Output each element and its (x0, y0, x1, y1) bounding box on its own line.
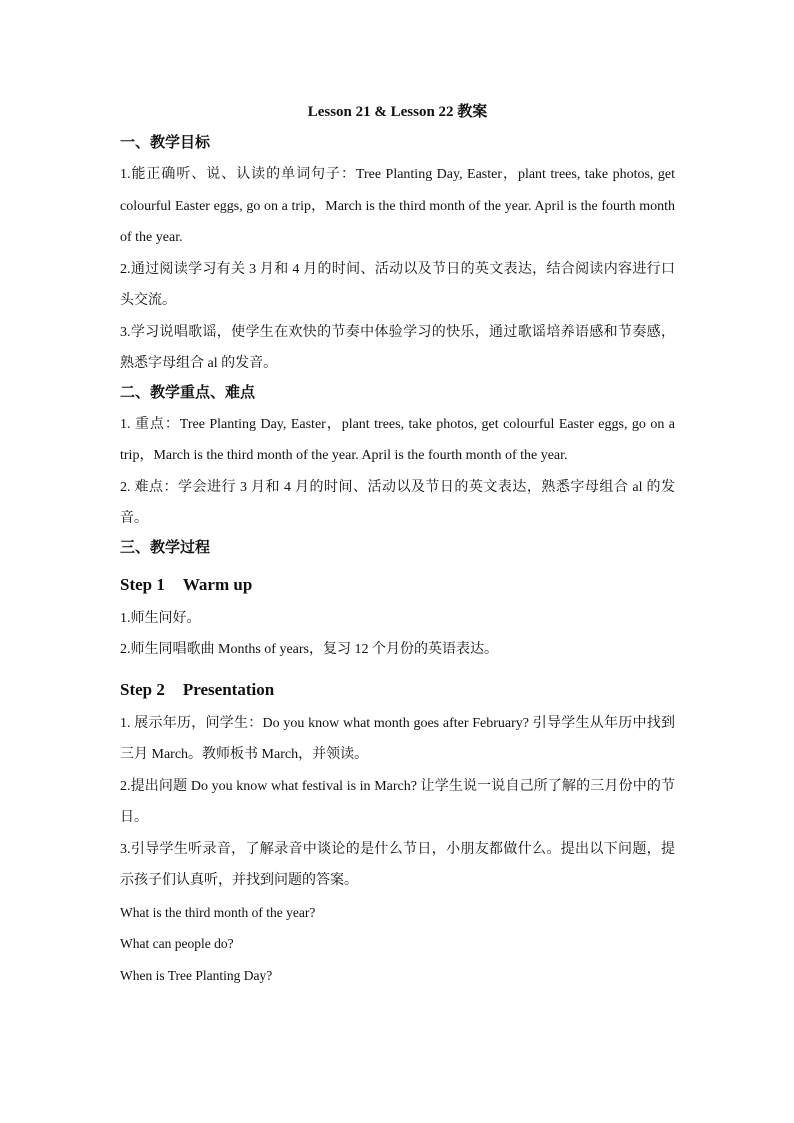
process-heading: 三、教学过程 (120, 539, 211, 556)
page-title: Lesson 21 & Lesson 22 教案 (307, 104, 488, 120)
step2-name: Presentation (182, 679, 275, 699)
key-point-paragraph-1: 1. 重点：Tree Planting Day, Easter，plant trees, take photos, get colourful Easter eggs, go on a trip，March is the third month of the year. April is the fourth month of the year. (120, 416, 675, 463)
step2-item: 2.提出问题 Do you know what festival is in March? 让学生说一说自己所了解的三月份中的节日。 (120, 778, 675, 825)
step1-name: Warm up (182, 574, 253, 594)
key-points-heading: 二、教学重点、难点 (120, 384, 256, 401)
objective-paragraph-3: 3.学习说唱歌谣，使学生在欢快的节奏中体验学习的快乐，通过歌谣培养语感和节奏感，熟悉字母组合 al 的发音。 (120, 324, 675, 371)
document-page (120, 100, 675, 991)
step2-number: Step 2 (120, 679, 165, 699)
objectives-heading: 一、教学目标 (120, 135, 211, 151)
objective-paragraph-1: 1.能正确听、说、认读的单词句子：Tree Planting Day, Easter，plant trees, take photos, get colourful Easter eggs, go on a trip，March is the third month of the year. April is the fourth month of the year. (120, 167, 675, 245)
step2-item: 1. 展示年历，问学生：Do you know what month goes after February? 引导学生从年历中找到三月 March。教师板书 March，并领读。 (120, 715, 675, 762)
step2-heading (120, 676, 675, 704)
step1-heading (120, 571, 675, 599)
question-line: What can people do? (120, 936, 234, 951)
question-line: What is the third month of the year? (120, 904, 316, 920)
key-point-paragraph-2: 2. 难点：学会进行 3 月和 4 月的时间、活动以及节日的英文表达，熟悉字母组合 al 的发音。 (120, 479, 675, 526)
step1-item: 2.师生同唱歌曲 Months of years，复习 12 个月份的英语表达。 (120, 642, 498, 657)
objective-paragraph-2: 2.通过阅读学习有关 3 月和 4 月的时间、活动以及节日的英文表达，结合阅读内容进行口头交流。 (120, 261, 675, 308)
step1-number: Step 1 (120, 574, 165, 594)
question-line: When is Tree Planting Day? (120, 967, 273, 983)
step1-item: 1.师生问好。 (120, 610, 201, 626)
step2-item: 3.引导学生听录音，了解录音中谈论的是什么节日，小朋友都做什么。提出以下问题，提示孩子们认真听，并找到问题的答案。 (120, 841, 675, 888)
